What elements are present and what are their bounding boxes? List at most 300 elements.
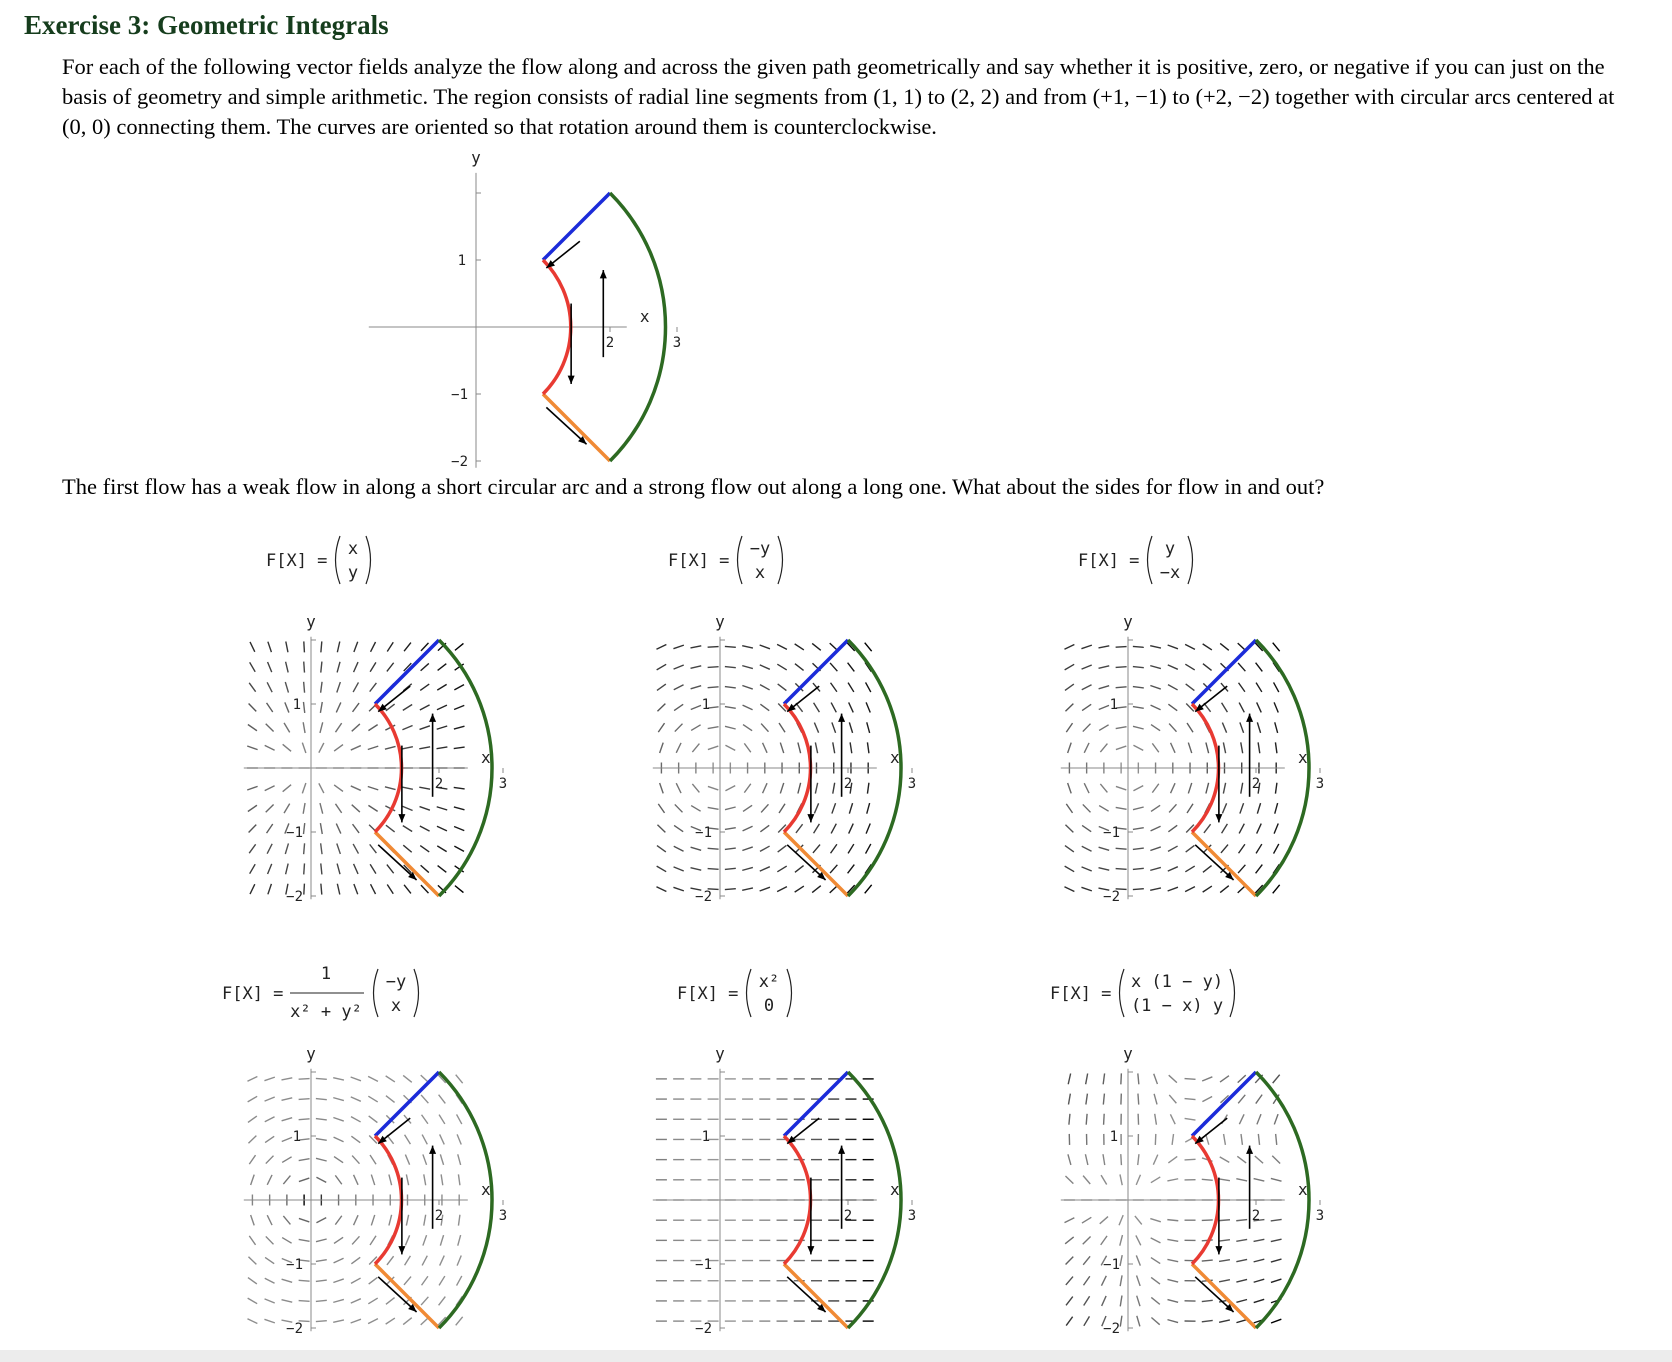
formula-paren-left — [738, 536, 743, 584]
field-arrow — [1238, 663, 1245, 671]
field-arrow — [386, 1076, 395, 1082]
field-arrow — [437, 684, 446, 690]
field-arrow — [1101, 1276, 1106, 1286]
field-arrow — [454, 846, 464, 851]
field-arrow — [1202, 1179, 1213, 1180]
field-arrow — [1169, 724, 1176, 732]
field-arrow — [354, 884, 358, 894]
field-arrow — [267, 703, 273, 712]
field-arrow — [406, 1174, 408, 1185]
field-arrow — [283, 1216, 290, 1224]
field-arrow — [760, 645, 770, 649]
field-arrow — [1271, 1178, 1282, 1181]
field-arrow — [744, 784, 750, 793]
field-arrow — [1137, 1276, 1141, 1286]
field-arrow — [849, 803, 852, 814]
field-arrow — [250, 642, 255, 652]
field-arrow — [1065, 1176, 1073, 1184]
field-arrow — [454, 747, 465, 748]
field-arrow — [405, 1256, 411, 1265]
field-arrow — [708, 746, 718, 750]
field-arrow — [1116, 667, 1127, 668]
field-arrow — [1219, 1280, 1230, 1282]
field-arrow — [832, 803, 836, 813]
field-arrow — [337, 662, 340, 673]
field-arrow — [319, 743, 324, 753]
field-arrow — [1168, 825, 1177, 832]
field-arrow — [1133, 707, 1144, 709]
field-arrow — [658, 804, 664, 813]
field-arrow — [1082, 665, 1092, 669]
field-arrow — [248, 805, 257, 811]
field-arrow — [455, 886, 464, 893]
orientation-arrow-inner-head — [807, 814, 814, 822]
overview-plot — [369, 148, 681, 470]
lower-segment — [543, 394, 610, 461]
upper-segment — [784, 640, 848, 704]
field-arrow — [1223, 742, 1225, 753]
field-arrow — [335, 804, 341, 813]
formula-lhs: F[X] = — [266, 551, 328, 571]
y-axis-label: y — [306, 611, 316, 631]
field-arrow — [1254, 1259, 1265, 1262]
field-arrow — [725, 889, 736, 890]
field-arrow — [708, 848, 719, 849]
field-arrow — [1065, 866, 1075, 872]
field-arrow — [1099, 686, 1110, 689]
field-arrow — [1151, 826, 1161, 831]
y-tick-label: 1 — [457, 253, 466, 269]
field-arrow — [1133, 745, 1143, 750]
field-arrow — [457, 1134, 461, 1144]
field-arrow — [867, 722, 870, 733]
field-arrow — [1236, 1259, 1247, 1261]
orientation-arrow-outer-head — [429, 714, 436, 722]
field-arrow — [421, 663, 429, 670]
formula-bottom: y — [347, 563, 359, 583]
field-arrow — [1150, 666, 1161, 669]
field-arrow — [352, 724, 360, 731]
y-tick-label: −2 — [1103, 889, 1120, 905]
field-arrow — [403, 1318, 412, 1325]
field-arrow — [385, 746, 396, 749]
formula-paren-right — [366, 536, 371, 584]
field-arrow — [321, 682, 322, 693]
field-arrow — [657, 664, 667, 670]
field-arrow — [422, 1115, 428, 1124]
field-arrow — [692, 744, 699, 752]
field-arrow — [725, 707, 736, 709]
field-arrow — [299, 1239, 310, 1241]
field-arrow — [304, 682, 305, 693]
field-arrow — [1202, 1320, 1213, 1321]
field-arrow — [266, 724, 274, 732]
field-arrow — [299, 1079, 310, 1080]
field-arrow — [1068, 1094, 1070, 1105]
formula-bottom: 0 — [763, 996, 775, 1016]
field-arrow — [1102, 1296, 1106, 1306]
field-arrow — [1150, 867, 1161, 870]
y-tick-label: −1 — [286, 825, 303, 841]
field-arrow — [457, 1255, 461, 1265]
field-arrow — [676, 783, 681, 793]
field-arrow — [1150, 646, 1161, 648]
field-arrow — [283, 1176, 290, 1184]
field-arrow — [299, 1099, 310, 1100]
field-arrow — [389, 1174, 392, 1185]
field-arrow — [1083, 1276, 1089, 1285]
field-arrow — [320, 722, 323, 733]
field-arrow — [1185, 1099, 1196, 1100]
formula-top: −y — [385, 972, 407, 992]
field-arrow — [1219, 1320, 1230, 1322]
field-arrow — [779, 723, 785, 732]
field-arrow — [795, 664, 804, 671]
field-arrow — [708, 687, 719, 688]
field-arrow — [321, 641, 322, 652]
x-tick-label: 2 — [843, 776, 853, 792]
field-arrow — [1068, 1074, 1070, 1085]
x-tick-label: 3 — [672, 335, 682, 351]
field-arrow — [1120, 1295, 1122, 1306]
y-tick-label: −1 — [695, 1257, 712, 1273]
field-arrow — [370, 864, 376, 873]
field-arrow — [675, 724, 683, 732]
field-arrow — [266, 805, 274, 813]
field-arrow — [441, 1174, 443, 1185]
field-arrow — [249, 703, 257, 711]
field-arrow — [337, 682, 341, 692]
field-arrow — [248, 1257, 256, 1265]
field-arrow — [1155, 1114, 1157, 1125]
exercise-title: Exercise 3: Geometric Integrals — [24, 10, 389, 40]
field-arrow — [1168, 704, 1177, 711]
field-arrow — [284, 804, 290, 813]
bottom-scrollbar-area[interactable] — [0, 1350, 1672, 1362]
field-arrow — [1273, 1075, 1280, 1083]
field-arrow — [320, 803, 323, 814]
field-arrow — [1116, 786, 1126, 790]
formula-F3 — [1078, 536, 1193, 584]
field-arrow — [333, 1320, 344, 1322]
field-arrow — [761, 804, 768, 812]
field-arrow — [865, 885, 872, 894]
field-arrow — [267, 824, 273, 833]
field-arrow — [1083, 1176, 1090, 1184]
field-arrow — [1103, 1154, 1105, 1165]
field-arrow — [1084, 1316, 1090, 1325]
field-arrow — [848, 663, 855, 672]
field-arrow — [1084, 743, 1089, 753]
field-arrow — [264, 1319, 274, 1323]
field-arrow — [1224, 1134, 1226, 1145]
field-arrow — [438, 664, 447, 671]
field-arrow — [250, 864, 256, 874]
y-tick-label: 1 — [292, 1129, 301, 1145]
field-arrow — [1135, 1216, 1142, 1225]
field-arrow — [353, 703, 360, 712]
field-arrow — [812, 643, 821, 650]
field-arrow — [725, 667, 736, 668]
field-arrow — [1167, 1239, 1178, 1241]
field-arrow — [351, 1278, 361, 1283]
field-arrow — [334, 1157, 343, 1163]
field-arrow — [248, 1116, 257, 1122]
field-arrow — [865, 643, 872, 652]
field-arrow — [370, 683, 377, 692]
field-arrow — [286, 662, 289, 673]
field-arrow — [1120, 1275, 1122, 1286]
field-arrow — [1168, 685, 1178, 690]
field-arrow — [1185, 1079, 1196, 1080]
field-arrow — [265, 1136, 274, 1142]
field-arrow — [798, 742, 801, 753]
field-arrow — [780, 783, 783, 793]
field-plot-F5 — [653, 1044, 916, 1337]
field-arrow — [249, 825, 257, 833]
field-arrow — [282, 1137, 292, 1141]
field-arrow — [725, 726, 736, 729]
field-arrow — [1257, 824, 1262, 834]
y-axis-label: y — [471, 147, 481, 167]
field-arrow — [725, 687, 736, 688]
field-arrow — [354, 642, 358, 652]
field-arrow — [1151, 1318, 1159, 1325]
field-arrow — [1151, 725, 1160, 731]
field-arrow — [1168, 1156, 1177, 1162]
field-arrow — [1150, 888, 1161, 890]
field-arrow — [321, 863, 322, 874]
field-arrow — [335, 1175, 341, 1184]
field-arrow — [777, 644, 787, 649]
field-arrow — [337, 864, 340, 875]
field-arrow — [454, 705, 464, 709]
field-arrow — [1068, 743, 1072, 753]
formula-top: x (1 − y) — [1130, 972, 1224, 992]
y-tick-label: −2 — [695, 889, 712, 905]
field-arrow — [1151, 1258, 1160, 1264]
field-arrow — [708, 869, 719, 870]
field-arrow — [1081, 645, 1091, 649]
field-arrow — [1273, 643, 1280, 652]
field-arrow — [1152, 784, 1158, 793]
field-arrow — [814, 723, 818, 733]
field-arrow — [368, 725, 377, 731]
field-arrow — [352, 1156, 359, 1164]
field-arrow — [1256, 683, 1262, 692]
y-tick-label: 1 — [701, 697, 710, 713]
field-arrow — [265, 1097, 275, 1101]
field-arrow — [1151, 805, 1160, 811]
field-arrow — [1186, 684, 1195, 691]
field-arrow — [421, 865, 429, 872]
field-arrow — [1121, 1073, 1122, 1084]
field-arrow — [334, 1258, 344, 1263]
field-arrow — [1066, 1317, 1072, 1326]
field-arrow — [1133, 889, 1144, 890]
field-arrow — [458, 1235, 461, 1246]
field-arrow — [1086, 1073, 1088, 1084]
field-arrow — [303, 803, 305, 814]
field-arrow — [742, 867, 753, 870]
field-arrow — [354, 864, 358, 874]
field-arrow — [1152, 743, 1158, 752]
field-arrow — [1172, 1134, 1173, 1145]
field-arrow — [353, 682, 358, 692]
field-arrow — [316, 1078, 327, 1079]
field-arrow — [1256, 844, 1262, 853]
field-arrow — [1086, 1094, 1088, 1105]
field-arrow — [316, 1177, 326, 1182]
field-arrow — [742, 847, 752, 851]
x-axis-label: x — [1297, 1180, 1308, 1199]
field-arrow — [321, 884, 322, 895]
field-arrow — [267, 844, 272, 854]
field-arrow — [1100, 744, 1107, 752]
field-arrow — [1101, 1236, 1107, 1245]
field-arrow — [1271, 1259, 1282, 1262]
field-arrow — [282, 1118, 293, 1121]
field-arrow — [1168, 665, 1178, 669]
y-tick-label: −2 — [451, 454, 468, 470]
field-arrow — [1206, 783, 1209, 794]
field-arrow — [1084, 783, 1089, 793]
field-arrow — [1257, 803, 1260, 814]
field-arrow — [1084, 1296, 1090, 1305]
field-arrow — [265, 745, 275, 750]
field-arrow — [249, 1236, 255, 1245]
field-arrow — [1137, 1316, 1140, 1327]
orientation-arrow-inner-head — [1215, 814, 1222, 822]
field-arrow — [742, 666, 753, 669]
field-arrow — [1188, 783, 1191, 793]
y-axis-label: y — [1123, 611, 1133, 631]
field-arrow — [1255, 1156, 1263, 1163]
field-arrow — [867, 783, 868, 794]
field-arrow — [1220, 1157, 1230, 1162]
field-arrow — [248, 725, 257, 731]
field-arrow — [1082, 846, 1092, 851]
field-arrow — [299, 1159, 310, 1161]
field-arrow — [265, 1257, 274, 1263]
y-tick-label: −1 — [1103, 825, 1120, 841]
formula-paren-left — [374, 969, 379, 1017]
field-arrow — [1083, 1256, 1090, 1265]
field-arrow — [1169, 1095, 1176, 1103]
orientation-arrow-inner-head — [568, 376, 575, 384]
field-arrow — [1258, 1134, 1259, 1145]
field-plot-F3 — [1061, 612, 1324, 905]
field-arrow — [1219, 1220, 1230, 1221]
formula-F1 — [266, 536, 371, 584]
field-arrow — [1222, 703, 1228, 712]
field-arrow — [353, 824, 360, 833]
field-arrow — [337, 642, 339, 653]
field-arrow — [1082, 685, 1092, 690]
field-arrow — [866, 844, 871, 854]
field-arrow — [1185, 887, 1195, 892]
field-arrow — [337, 844, 341, 854]
field-arrow — [1202, 1260, 1213, 1261]
field-arrow — [1237, 1156, 1246, 1163]
field-arrow — [691, 666, 702, 669]
field-arrow — [286, 641, 288, 652]
orientation-arrow-inner-head — [1215, 1246, 1222, 1254]
field-arrow — [386, 1298, 395, 1305]
field-arrow — [1274, 702, 1278, 712]
field-arrow — [405, 1135, 411, 1144]
field-arrow — [1274, 1114, 1278, 1124]
field-arrow — [1275, 803, 1278, 814]
upper-segment — [784, 1072, 848, 1136]
field-arrow — [725, 848, 736, 849]
field-arrow — [454, 685, 464, 690]
x-axis-label: x — [480, 748, 491, 767]
field-arrow — [1271, 1219, 1282, 1220]
field-arrow — [1171, 783, 1176, 793]
field-arrow — [1082, 867, 1092, 871]
field-arrow — [1236, 1300, 1247, 1303]
field-arrow — [1066, 804, 1072, 813]
field-arrow — [420, 826, 430, 831]
field-arrow — [866, 702, 870, 712]
field-arrow — [1203, 644, 1212, 650]
y-tick-label: 1 — [701, 1129, 710, 1145]
formula-prefix-denominator: x² + y² — [290, 1002, 362, 1022]
field-arrow — [351, 786, 361, 791]
upper-segment — [1192, 1072, 1256, 1136]
field-arrow — [1254, 1239, 1265, 1241]
x-tick-label: 3 — [1315, 1208, 1325, 1224]
field-arrow — [763, 783, 768, 793]
field-arrow — [725, 646, 736, 647]
field-arrow — [725, 828, 736, 830]
formula-paren-right — [1188, 536, 1193, 584]
field-arrow — [423, 1235, 427, 1245]
field-arrow — [1168, 846, 1178, 851]
field-arrow — [1133, 786, 1143, 791]
field-arrow — [419, 787, 430, 789]
field-arrow — [848, 683, 854, 692]
field-arrow — [420, 846, 429, 852]
field-arrow — [743, 826, 753, 831]
field-arrow — [299, 1280, 310, 1281]
formula-top: x — [347, 539, 359, 559]
field-arrow — [1240, 722, 1244, 732]
field-arrow — [674, 685, 684, 690]
field-arrow — [1221, 845, 1228, 853]
field-arrow — [1104, 1114, 1105, 1125]
field-arrow — [439, 1115, 445, 1124]
field-arrow — [742, 888, 753, 890]
field-arrow — [1065, 846, 1074, 852]
exercise-note: The first flow has a weak flow in along a short circular arc and a strong flow out along a long one. What about the sides for flow in and out? — [62, 474, 1325, 499]
field-arrow — [1222, 723, 1226, 733]
field-arrow — [403, 705, 412, 711]
field-arrow — [656, 887, 666, 892]
field-arrow — [656, 644, 666, 649]
field-arrow — [777, 866, 786, 872]
field-arrow — [1271, 1239, 1282, 1241]
field-arrow — [316, 1119, 327, 1120]
lower-segment — [784, 1264, 848, 1328]
field-arrow — [691, 686, 702, 689]
field-arrow — [248, 1278, 257, 1284]
field-arrow — [760, 867, 770, 871]
field-arrow — [387, 1256, 394, 1265]
orientation-arrow-outer-head — [1246, 1146, 1253, 1154]
field-arrow — [319, 783, 324, 793]
